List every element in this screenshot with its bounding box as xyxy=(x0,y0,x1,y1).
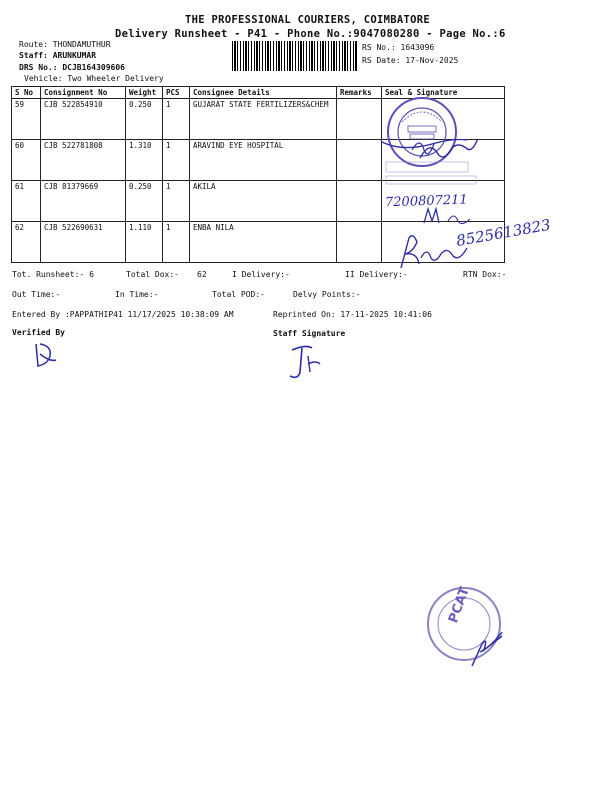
delvy-points: Delvy Points:- xyxy=(293,290,361,299)
rs-date: RS Date: 17-Nov-2025 xyxy=(362,56,459,65)
ii-delivery: II Delivery:- xyxy=(345,270,408,279)
cell-consignment: CJB 81379669 xyxy=(41,181,126,222)
cell-weight: 0.250 xyxy=(126,99,163,140)
company-title: THE PROFESSIONAL COURIERS, COIMBATORE xyxy=(185,14,430,26)
cell-consignee: AKILA xyxy=(190,181,337,222)
cell-consignee: ARAVIND EYE HOSPITAL xyxy=(190,140,337,181)
in-time: In Time:- xyxy=(115,290,159,299)
cell-pcs: 1 xyxy=(163,140,190,181)
rs-number: RS No.: 1643096 xyxy=(362,43,435,52)
verified-signature-icon xyxy=(28,340,60,370)
rtn-dox: RTN Dox:- xyxy=(463,270,507,279)
handwritten-phone-2: 8525613823 xyxy=(454,215,552,250)
handwritten-phone-1: 7200807211 xyxy=(384,192,468,211)
col-consignee: Consignee Details xyxy=(190,87,337,99)
i-delivery: I Delivery:- xyxy=(232,270,290,279)
verified-by-label: Verified By xyxy=(12,328,65,337)
cell-weight: 0.250 xyxy=(126,181,163,222)
staff-signature-icon xyxy=(280,342,325,384)
stamp-code: PCAT xyxy=(446,585,473,626)
cell-consignment: CJB 522690631 xyxy=(41,222,126,263)
col-pcs: PCS xyxy=(163,87,190,99)
cell-weight: 1.110 xyxy=(126,222,163,263)
total-dox-label: Total Dox:- xyxy=(126,270,179,279)
col-remarks: Remarks xyxy=(337,87,382,99)
total-dox-value: 62 xyxy=(197,270,207,279)
cell-pcs: 1 xyxy=(163,99,190,140)
out-time: Out Time:- xyxy=(12,290,61,299)
row3-initials-icon xyxy=(420,205,480,227)
cell-pcs: 1 xyxy=(163,181,190,222)
staff-label: Staff: ARUNKUMAR xyxy=(19,51,97,60)
total-pod: Total POD:- xyxy=(212,290,265,299)
reprinted-on: Reprinted On: 17-11-2025 10:41:06 xyxy=(273,310,432,319)
row2-signature-icon xyxy=(380,140,500,195)
staff-signature-label: Staff Signature xyxy=(273,329,346,338)
cell-sno: 61 xyxy=(12,181,41,222)
entered-by: Entered By :PAPPATHIP41 11/17/2025 10:38:09 AM xyxy=(12,310,234,319)
cell-consignee: GUJARAT STATE FERTILIZERS&CHEM xyxy=(190,99,337,140)
cell-consignment: CJB 522854910 xyxy=(41,99,126,140)
total-runsheet: Tot. Runsheet:- 6 xyxy=(12,270,94,279)
cell-remarks xyxy=(337,181,382,222)
cell-consignment: CJB 522781808 xyxy=(41,140,126,181)
col-sno: S No xyxy=(12,87,41,99)
cell-remarks xyxy=(337,222,382,263)
cell-consignee: ENBA NILA xyxy=(190,222,337,263)
vehicle-label: Vehicle: Two Wheeler Delivery xyxy=(24,74,164,83)
cell-sno: 59 xyxy=(12,99,41,140)
barcode xyxy=(232,41,357,71)
cell-weight: 1.310 xyxy=(126,140,163,181)
col-weight: Weight xyxy=(126,87,163,99)
route-label: Route: THONDAMUTHUR xyxy=(19,40,111,49)
cell-sno: 62 xyxy=(12,222,41,263)
runsheet-subtitle: Delivery Runsheet - P41 - Phone No.:9047080280 - Page No.:6 xyxy=(115,28,506,40)
col-seal: Seal & Signature xyxy=(382,87,505,99)
cell-sno: 60 xyxy=(12,140,41,181)
col-consignment: Consignment No xyxy=(41,87,126,99)
drs-number: DRS No.: DCJB164309606 xyxy=(19,63,125,72)
cell-pcs: 1 xyxy=(163,222,190,263)
